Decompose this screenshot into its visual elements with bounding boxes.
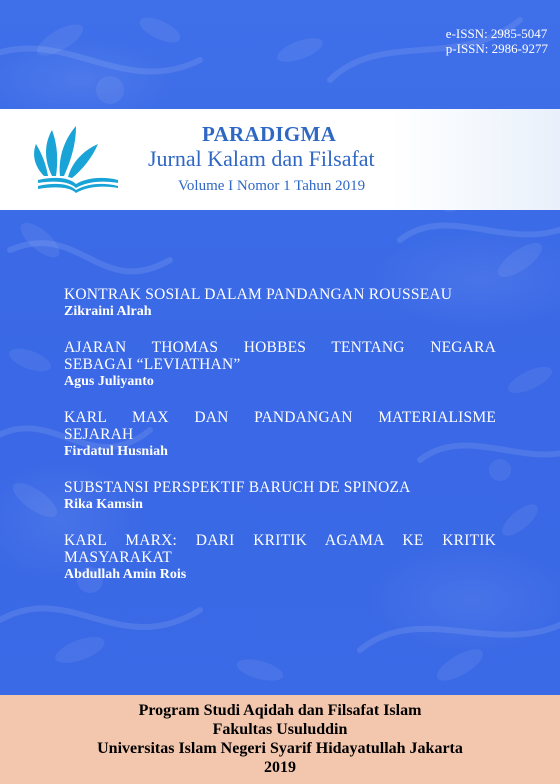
article-item — [64, 339, 496, 390]
journal-title-block — [146, 122, 466, 196]
journal-name: PARADIGMA — [202, 122, 337, 146]
article-item — [64, 479, 496, 513]
article-item — [64, 286, 496, 320]
open-book-leaves-logo-icon — [30, 120, 122, 196]
article-item — [64, 532, 496, 583]
article-author: Rika Kamsin — [64, 497, 143, 512]
article-author: Abdullah Amin Rois — [64, 567, 187, 582]
article-title: SUBSTANSI PERSPEKTIF BARUCH DE SPINOZA — [64, 479, 411, 496]
footer-program: Program Studi Aqidah dan Filsafat Islam — [138, 702, 422, 719]
journal-volume: Volume I Nomor 1 Tahun 2019 — [178, 178, 366, 194]
footer-year: 2019 — [264, 759, 296, 776]
footer-university: Universitas Islam Negeri Syarif Hidayatullah Jakarta — [97, 740, 463, 757]
article-title: KONTRAK SOSIAL DALAM PANDANGAN ROUSSEAU — [64, 286, 453, 303]
article-author: Agus Juliyanto — [64, 374, 154, 389]
article-title-cont: SEJARAH — [64, 426, 134, 443]
article-title: KARL MARX: DARI KRITIK AGAMA KE KRITIK — [64, 532, 496, 549]
p-issn: p-ISSN: 2986-9277 — [445, 41, 548, 56]
footer-faculty: Fakultas Usuluddin — [212, 721, 348, 738]
journal-subtitle: Jurnal Kalam dan Filsafat — [148, 146, 375, 171]
article-title: AJARAN THOMAS HOBBES TENTANG NEGARA — [64, 339, 496, 356]
article-author: Firdatul Husniah — [64, 444, 168, 459]
article-title-cont: MASYARAKAT — [64, 549, 172, 566]
article-item — [64, 409, 496, 460]
e-issn: e-ISSN: 2985-5047 — [445, 26, 548, 41]
article-author: Zikraini Alrah — [64, 304, 152, 319]
publisher-footer — [0, 695, 560, 784]
issn-block — [446, 26, 548, 56]
article-title: KARL MAX DAN PANDANGAN MATERIALISME — [64, 409, 496, 426]
article-list — [64, 286, 496, 602]
article-title-cont: SEBAGAI “LEVIATHAN” — [64, 356, 241, 373]
